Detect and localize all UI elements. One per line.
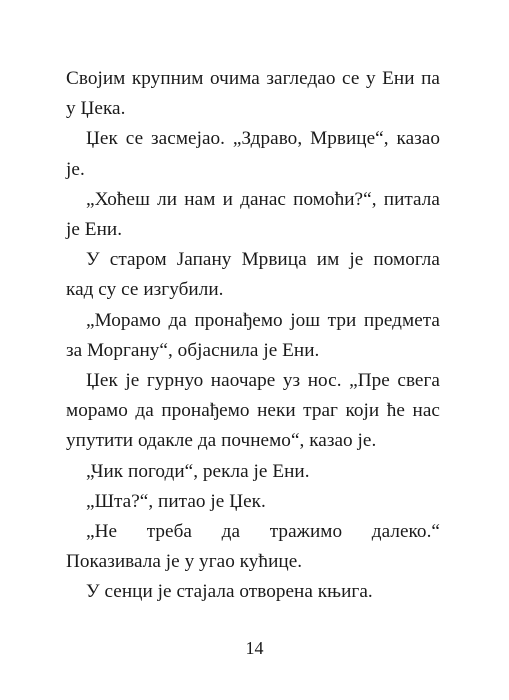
paragraph: У старом Јапану Мрвица им је помогла кад су се изгубили. xyxy=(66,249,440,301)
paragraph: „Хоћеш ли нам и данас помоћи?“, питала је Ени. xyxy=(66,188,440,241)
paragraph: Својим крупним очима загледао се у Ени па у Џека. xyxy=(66,68,440,120)
paragraph: У сенци је стајала отворена књига. xyxy=(86,581,373,603)
paragraph: „Шта?“, питао је Џек. xyxy=(86,490,266,512)
paragraph: Џек се засмејао. „Здраво, Мрвице“, казао је. xyxy=(66,128,440,180)
page-text xyxy=(66,64,440,608)
paragraph: „Чик погоди“, рекла је Ени. xyxy=(86,460,310,482)
paragraph: „Морамо да пронађемо још три предмета за Моргану“, објаснила је Ени. xyxy=(66,309,440,361)
paragraph: „Не треба да тражимо далеко.“ Показивала је у угао кућице. xyxy=(66,521,440,573)
page-number: 14 xyxy=(245,638,264,658)
paragraph: Џек је гурнуо наочаре уз нос. „Пре свега морамо да пронађемо неки траг који ће нас упутити одакле да почнемо“, казао је. xyxy=(66,370,440,452)
